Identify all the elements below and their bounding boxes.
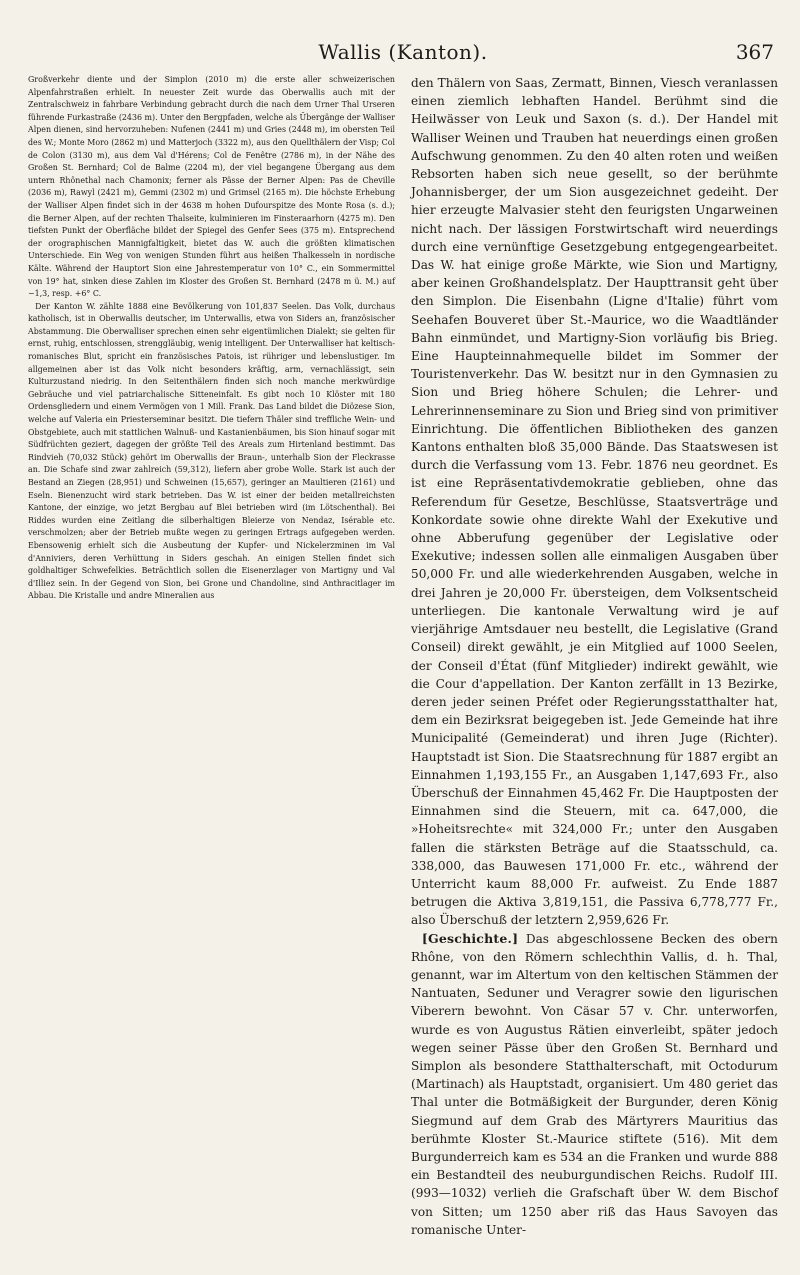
text-columns: [28, 74, 778, 1239]
paragraph: Großverkehr diente und der Simplon (2010 m) die erste aller schweizerischen Alpenfahrstraßen erhielt. In neuester Zeit wurde das Oberwallis auch mit der Zentralschweiz in fahrbare Verbindung gebracht durch die nach dem Urner Thal Urseren führende Furkastraße (2436 m). Unter den Bergpfaden, welche als Übergänge der Walliser Alpen dienen, sind hervorzuheben: Nufenen (2441 m) und Gries (2448 m), im obersten Teil des W.; Monte Moro (2862 m) und Matterjoch (3322 m), aus den Quellthälern der Visp; Col de Colon (3130 m), aus dem Val d'Hérens; Col de Fenêtre (2786 m), in der Nähe des Großen St. Bernhard; Col de Balme (2204 m), der viel begangene Übergang aus dem untern Rhônethal nach Chamonix; ferner als Pässe der Berner Alpen: Pas de Cheville (2036 m), Rawyl (2421 m), Gemmi (2302 m) und Grimsel (2165 m). Die höchste Erhebung der Walliser Alpen findet sich in der 4638 m hohen Dufourspitze des Monte Rosa (s. d.); die Berner Alpen, auf der rechten Thalseite, kulminieren im Finsteraarhorn (4275 m). Den tiefsten Punkt der Oberfläche bildet der Spiegel des Genfer Sees (375 m). Entsprechend der orographischen Mannigfaltigkeit, bietet das W. auch die größten klimatischen Unterschiede. Ein Weg von wenigen Stunden führt aus heißen Thalkesseln in nordische Kälte. Während der Hauptort Sion eine Jahrestemperatur von 10° C., ein Sommermittel von 19° hat, sinken diese Zahlen im Kloster des Großen St. Bernhard (2478 m ü. M.) auf −1,3, resp. +6° C.: [28, 75, 395, 299]
right-column: [411, 74, 778, 1239]
paragraph: den Thälern von Saas, Zermatt, Binnen, Viesch veranlassen einen ziemlich lebhaften Handel. Berühmt sind die Heilwässer von Leuk und Saxon (s. d.). Der Handel mit Walliser Weinen und Trauben hat neuerdings einen großen Aufschwung genommen. Zu den 40 alten roten und weißen Rebsorten haben sich neue gesellt, so der berühmte Johannisberger, der um Sion ausgezeichnet gedeiht. Der hier erzeugte Malvasier steht den feurigsten Ungarweinen nicht nach. Der lässigen Forstwirtschaft wird neuerdings durch eine vernünftige Gesetzgebung entgegengearbeitet. Das W. hat einige große Märkte, wie Sion und Martigny, aber keinen Großhandelsplatz. Der Haupttransit geht über den Simplon. Die Eisenbahn (Ligne d'Italie) führt vom Seehafen Bouveret über St.-Maurice, wo die Waadtländer Bahn einmündet, und Martigny-Sion vorläufig bis Brieg. Eine Haupteinnahmequelle bildet im Sommer der Touristenverkehr. Das W. besitzt nur in den Gymnasien zu Sion und Brieg höhere Schulen; die Lehrer- und Lehrerinnenseminare zu Sion und Brieg sind von primitiver Einrichtung. Die öffentlichen Bibliotheken des ganzen Kantons enthalten bloß 35,000 Bände. Das Staatswesen ist durch die Verfassung vom 13. Febr. 1876 neu geordnet. Es ist eine Repräsentativdemokratie geblieben, ohne das Referendum für Gesetze, Beschlüsse, Staatsverträge und Konkordate sowie ohne direkte Wahl der Exekutive und ohne Abberufung gegenüber der Legislative oder Exekutive; indessen sollen alle einmaligen Ausgaben über 50,000 Fr. und alle wiederkehrenden Ausgaben, welche in drei Jahren je 20,000 Fr. übersteigen, dem Volksentscheid unterliegen. Die kantonale Verwaltung wird je auf vierjährige Amtsdauer neu bestellt, die Legislative (Grand Conseil) direkt gewählt, je ein Mitglied auf 1000 Seelen, der Conseil d'État (fünf Mitglieder) indirekt gewählt, wie die Cour d'appellation. Der Kanton zerfällt in 13 Bezirke, deren jeder seinen Préfet oder Regierungsstatthalter hat, dem ein Bezirksrat beigegeben ist. Jede Gemeinde hat ihre Municipalité (Gemeinderat) und ihren Juge (Richter). Hauptstadt ist Sion. Die Staatsrechnung für 1887 ergibt an Einnahmen 1,193,155 Fr., an Ausgaben 1,147,693 Fr., also Überschuß der Einnahmen 45,462 Fr. Die Hauptposten der Einnahmen sind die Steuern, mit ca. 647,000, die »Hoheitsrechte« mit 324,000 Fr.; unter den Ausgaben fallen die stärksten Beträge auf die Staatsschuld, ca. 338,000, das Bauwesen 171,000 Fr. etc., während der Unterricht kaum 88,000 Fr. aufweist. Zu Ende 1887 betrugen die Aktiva 3,819,151, die Passiva 6,778,777 Fr., also Überschuß der letztern 2,959,626 Fr.: [411, 76, 778, 928]
page-header: [28, 40, 778, 74]
paragraph: [411, 930, 778, 1239]
running-head: Wallis (Kanton).: [318, 40, 488, 64]
section-label-geschichte: [Geschichte.]: [421, 930, 519, 946]
page-number: 367: [735, 40, 774, 64]
left-column: [28, 74, 395, 1239]
paragraph-text: Das abgeschlossene Becken des obern Rhône, von den Römern schlechthin Vallis, d. h. Thal, genannt, war im Altertum von den keltischen Stämmen der Nantuaten, Seduner und Veragrer sowie den ligurischen Viberern bewohnt. Von Cäsar 57 v. Chr. unterworfen, wurde es von Augustus Rätien einverleibt, später jedoch wegen seiner Pässe über den Großen St. Bernhard und Simplon als besondere Statthalterschaft, mit Octodurum (Martinach) als Hauptstadt, organisiert. Um 480 geriet das Thal unter die Botmäßigkeit der Burgunder, deren König Siegmund auf dem Grab des Märtyrers Mauritius das berühmte Kloster St.-Maurice stiftete (516). Mit dem Burgunderreich kam es 534 an die Franken und wurde 888 ein Bestandteil des neuburgundischen Reichs. Rudolf III. (993—1032) verlieh die Grafschaft über W. dem Bischof von Sitten; um 1250 aber riß das Haus Savoyen das romanische Unter-: [411, 931, 778, 1237]
paragraph: Der Kanton W. zählte 1888 eine Bevölkerung von 101,837 Seelen. Das Volk, durchaus katholisch, ist in Oberwallis deutscher, im Unterwallis, etwa von Siders an, französischer Abstammung. Die Oberwalliser sprechen einen sehr eigentümlichen Dialekt; sie gelten für ernst, ruhig, entschlossen, strenggläubig, wenig intelligent. Der Unterwalliser hat keltisch-romanisches Blut, spricht ein französisches Patois, ist rühriger und lebenslustiger. Im allgemeinen aber ist das Volk nicht besonders kräftig, arm, vernachlässigt, sein Kulturzustand niedrig. In den Seitenthälern finden sich noch manche merkwürdige Gebräuche und viel patriarchalische Sitteneinfalt. Es gibt noch 10 Klöster mit 180 Ordensgliedern und einem Vermögen von 1 Mill. Frank. Das Land bildet die Diözese Sion, welche auf Valeria ein Priesterseminar besitzt. Die tiefern Thäler sind treffliche Wein- und Obstgebiete, auch mit stattlichen Walnuß- und Kastanienbäumen, bis Sion hinauf sogar mit Südfrüchten geziert, dagegen der größte Teil des Areals zum Hirtenland bestimmt. Das Rindvieh (70,032 Stück) gehört im Oberwallis der Braun-, unterhalb Sion der Fleckrasse an. Die Schafe sind zwar zahlreich (59,312), liefern aber grobe Wolle. Stark ist auch der Bestand an Ziegen (28,951) und Schweinen (15,657), geringer an Maultieren (2161) und Eseln. Bienenzucht wird stark betrieben. Das W. ist einer der beiden metallreichsten Kantone, der einzige, wo jetzt Bergbau auf Blei betrieben wird (im Lötschenthal). Bei Riddes wurden eine Zeitlang die silberhaltigen Bleierze von Nendaz, Isérable etc. verschmolzen; aber der Betrieb mußte wegen zu geringen Ertrags aufgegeben werden. Ebensowenig erhielt sich die Ausbeutung der Kupfer- und Nickelerzminen im Val d'Anniviers, deren Verhüttung in Siders geschah. An einigen Stellen findet sich goldhaltiger Schwefelkies. Beträchtlich sollen die Eisenerzlager von Martigny und Val d'Illiez sein. In der Gegend von Sion, bei Grone und Chandoline, sind Anthracitlager im Abbau. Die Kristalle und andre Mineralien aus: [28, 301, 395, 601]
